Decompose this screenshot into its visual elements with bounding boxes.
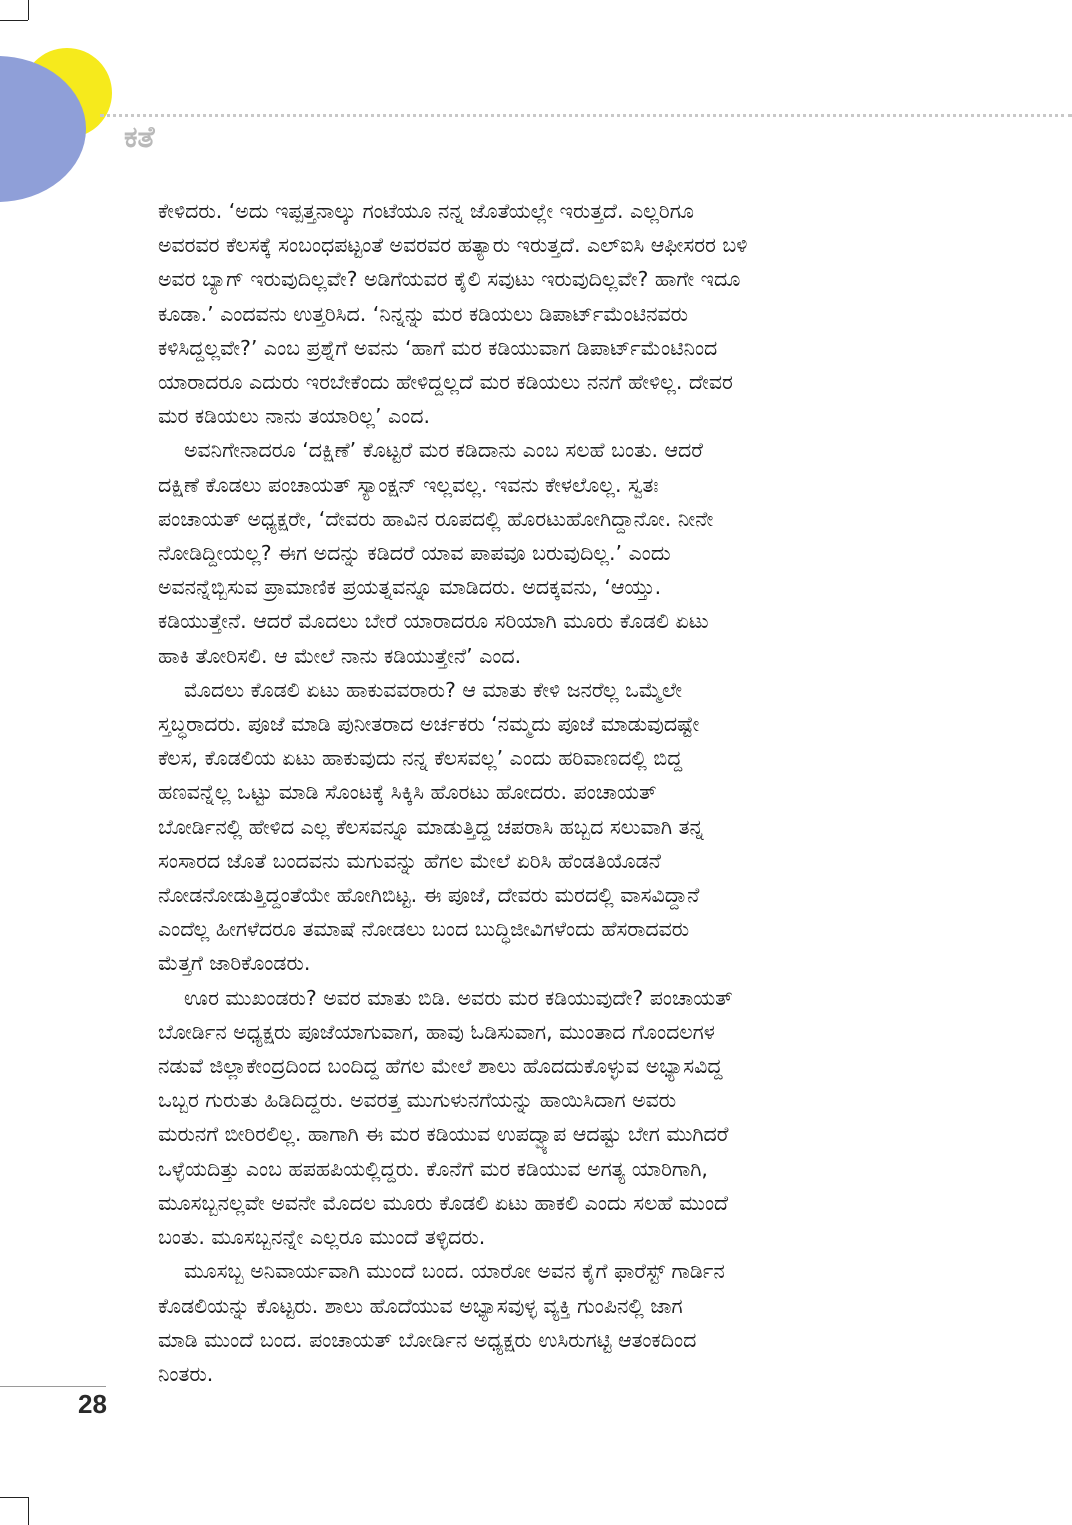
text-line: ಸಂಸಾರದ ಜೊತೆ ಬಂದವನು ಮಗುವನ್ನು ಹೆಗಲ ಮೇಲೆ ಏರಿಸಿ ಹೆಂಡತಿಯೊಡನೆ [158, 848, 661, 873]
text-line: ಎಂದೆಲ್ಲ ಹೀಗಳೆದರೂ ತಮಾಷೆ ನೋಡಲು ಬಂದ ಬುದ್ಧಿಜೀವಿಗಳೆಂದು ಹೆಸರಾದವರು [158, 917, 690, 942]
page-number: 28 [78, 1389, 107, 1419]
header-dotted-rule [100, 114, 1072, 117]
text-line: ಅವರ ಬ್ಯಾಗ್ ಇರುವುದಿಲ್ಲವೇ? ಅಡಿಗೆಯವರ ಕೈಲಿ ಸವುಟು ಇರುವುದಿಲ್ಲವೇ? ಹಾಗೇ ಇದೂ [158, 267, 741, 292]
text-line: ಯಾರಾದರೂ ಎದುರು ಇರಬೇಕೆಂದು ಹೇಳಿದ್ದಲ್ಲದೆ ಮರ ಕಡಿಯಲು ನನಗೆ ಹೇಳಿಲ್ಲ. ದೇವರ [158, 370, 733, 395]
story-body-text [158, 194, 910, 1391]
text-line: ನಿಂತರು. [158, 1361, 214, 1386]
text-line: ಹಾಕಿ ತೋರಿಸಲಿ. ಆ ಮೇಲೆ ನಾನು ಕಡಿಯುತ್ತೇನೆ’ ಎಂದ. [158, 643, 522, 668]
text-line: ಮೂಸಬ್ಬನಲ್ಲವೇ ಅವನೇ ಮೊದಲ ಮೂರು ಕೊಡಲಿ ಏಟು ಹಾಕಲಿ ಎಂದು ಸಲಹೆ ಮುಂದೆ [158, 1190, 729, 1215]
paragraph-first-line: ಮೊದಲು ಕೊಡಲಿ ಏಟು ಹಾಕುವವರಾರು? ಆ ಮಾತು ಕೇಳಿ ಜನರೆಲ್ಲ ಒಮ್ಮೆಲೇ [184, 677, 682, 702]
crop-mark-bottom-vertical [28, 1497, 29, 1525]
footer-rule [0, 1386, 106, 1387]
text-line: ನೋಡನೋಡುತ್ತಿದ್ದಂತೆಯೇ ಹೋಗಿಬಿಟ್ಟ. ಈ ಪೂಜೆ, ದೇವರು ಮರದಲ್ಲಿ ವಾಸವಿದ್ದಾನೆ [158, 883, 700, 908]
text-line: ಕೆಲಸ, ಕೊಡಲಿಯ ಏಟು ಹಾಕುವುದು ನನ್ನ ಕೆಲಸವಲ್ಲ’ ಎಂದು ಹರಿವಾಣದಲ್ಲಿ ಬಿದ್ದ [158, 746, 683, 771]
paragraph-first-line: ಊರ ಮುಖಂಡರು? ಅವರ ಮಾತು ಬಿಡಿ. ಅವರು ಮರ ಕಡಿಯುವುದೇ? ಪಂಚಾಯತ್ [184, 985, 733, 1010]
text-line: ಬೋರ್ಡಿನ ಅಧ್ಯಕ್ಷರು ಪೂಜೆಯಾಗುವಾಗ, ಹಾವು ಓಡಿಸುವಾಗ, ಮುಂತಾದ ಗೊಂದಲಗಳ [158, 1019, 715, 1044]
text-line: ಮೆತ್ತಗೆ ಜಾರಿಕೊಂಡರು. [158, 951, 311, 976]
paragraph-first-line: ಅವನಿಗೇನಾದರೂ ‘ದಕ್ಷಿಣೆ’ ಕೊಟ್ಟರೆ ಮರ ಕಡಿದಾನು ಎಂಬ ಸಲಹೆ ಬಂತು. ಆದರೆ [184, 438, 703, 463]
text-line: ಕೂಡಾ.’ ಎಂದವನು ಉತ್ತರಿಸಿದ. ‘ನಿನ್ನನ್ನು ಮರ ಕಡಿಯಲು ಡಿಪಾರ್ಟ್‌ಮೆಂಟಿನವರು [158, 301, 689, 326]
paragraph-first-line: ಮೂಸಬ್ಬ ಅನಿವಾರ್ಯವಾಗಿ ಮುಂದೆ ಬಂದ. ಯಾರೋ ಅವನ ಕೈಗೆ ಫಾರೆಸ್ಟ್ ಗಾರ್ಡಿನ [184, 1259, 725, 1284]
text-line: ಮಾಡಿ ಮುಂದೆ ಬಂದ. ಪಂಚಾಯತ್ ಬೋರ್ಡಿನ ಅಧ್ಯಕ್ಷರು ಉಸಿರುಗಟ್ಟಿ ಆತಂಕದಿಂದ [158, 1327, 697, 1352]
section-label: ಕತೆ [124, 120, 155, 155]
text-line: ಮರ ಕಡಿಯಲು ನಾನು ತಯಾರಿಲ್ಲ’ ಎಂದ. [158, 404, 430, 429]
text-line: ಕಳಿಸಿದ್ದಲ್ಲವೇ?’ ಎಂಬ ಪ್ರಶ್ನೆಗೆ ಅವನು ‘ಹಾಗೆ ಮರ ಕಡಿಯುವಾಗ ಡಿಪಾರ್ಟ್‌ಮೆಂಟಿನಿಂದ [158, 335, 718, 360]
text-line: ಹಣವನ್ನೆಲ್ಲ ಒಟ್ಟು ಮಾಡಿ ಸೊಂಟಕ್ಕೆ ಸಿಕ್ಕಿಸಿ ಹೊರಟು ಹೋದರು. ಪಂಚಾಯತ್ [158, 780, 657, 805]
text-line: ಬಂತು. ಮೂಸಬ್ಬನನ್ನೇ ಎಲ್ಲರೂ ಮುಂದೆ ತಳ್ಳಿದರು. [158, 1225, 486, 1250]
text-line: ಕೊಡಲಿಯನ್ನು ಕೊಟ್ಟರು. ಶಾಲು ಹೊದೆಯುವ ಅಭ್ಯಾಸವುಳ್ಳ ವ್ಯಕ್ತಿ ಗುಂಪಿನಲ್ಲಿ ಜಾಗ [158, 1293, 683, 1318]
text-line: ದಕ್ಷಿಣೆ ಕೊಡಲು ಪಂಚಾಯತ್ ಸ್ಯಾಂಕ್ಷನ್ ಇಲ್ಲವಲ್ಲ. ಇವನು ಕೇಳಲೊಲ್ಲ. ಸ್ವತಃ [158, 472, 659, 497]
text-line: ಕೇಳಿದರು. ‘ಅದು ಇಪ್ಪತ್ತನಾಲ್ಕು ಗಂಟೆಯೂ ನನ್ನ ಜೊತೆಯಲ್ಲೇ ಇರುತ್ತದೆ. ಎಲ್ಲರಿಗೂ [158, 199, 694, 223]
text-line: ಅವನನ್ನೆಬ್ಬಿಸುವ ಪ್ರಾಮಾಣಿಕ ಪ್ರಯತ್ನವನ್ನೂ ಮಾಡಿದರು. ಅದಕ್ಕವನು, ‘ಆಯ್ತು. [158, 575, 662, 600]
text-line: ಬೋರ್ಡಿನಲ್ಲಿ ಹೇಳಿದ ಎಲ್ಲ ಕೆಲಸವನ್ನೂ ಮಾಡುತ್ತಿದ್ದ ಚಪರಾಸಿ ಹಬ್ಬದ ಸಲುವಾಗಿ ತನ್ನ [158, 814, 704, 839]
text-line: ನಡುವೆ ಜಿಲ್ಲಾಕೇಂದ್ರದಿಂದ ಬಂದಿದ್ದ ಹೆಗಲ ಮೇಲೆ ಶಾಲು ಹೊದದುಕೊಳ್ಳುವ ಅಭ್ಯಾಸವಿದ್ದ [158, 1054, 723, 1079]
text-line: ಒಬ್ಬರ ಗುರುತು ಹಿಡಿದಿದ್ದರು. ಅವರತ್ತ ಮುಗುಳುನಗೆಯನ್ನು ಹಾಯಿಸಿದಾಗ ಅವರು [158, 1088, 677, 1113]
crop-mark-top-vertical [28, 0, 29, 20]
text-line: ಅವರವರ ಕೆಲಸಕ್ಕೆ ಸಂಬಂಧಪಟ್ಟಂತೆ ಅವರವರ ಹತ್ಯಾರು ಇರುತ್ತದೆ. ಎಲ್ಐಸಿ ಆಫೀಸರರ ಬಳಿ [158, 233, 748, 258]
text-line: ಕಡಿಯುತ್ತೇನೆ. ಆದರೆ ಮೊದಲು ಬೇರೆ ಯಾರಾದರೂ ಸರಿಯಾಗಿ ಮೂರು ಕೊಡಲಿ ಏಟು [158, 609, 709, 634]
text-line: ನೋಡಿದ್ದೀಯಲ್ಲ? ಈಗ ಅದನ್ನು ಕಡಿದರೆ ಯಾವ ಪಾಪವೂ ಬರುವುದಿಲ್ಲ.’ ಎಂದು [158, 541, 671, 566]
crop-mark-top-horizontal [0, 20, 28, 21]
text-line: ಪಂಚಾಯತ್ ಅಧ್ಯಕ್ಷರೇ, ‘ದೇವರು ಹಾವಿನ ರೂಪದಲ್ಲಿ ಹೊರಟುಹೋಗಿದ್ದಾನೋ. ನೀನೇ [158, 506, 714, 531]
text-line: ಮರುನಗೆ ಬೀರಿರಲಿಲ್ಲ. ಹಾಗಾಗಿ ಈ ಮರ ಕಡಿಯುವ ಉಪದ್ವ್ಯಾಪ ಆದಷ್ಟು ಬೇಗ ಮುಗಿದರೆ [158, 1122, 729, 1147]
text-line: ಒಳ್ಳೆಯದಿತ್ತು ಎಂಬ ಹಪಹಪಿಯಲ್ಲಿದ್ದರು. ಕೊನೆಗೆ ಮರ ಕಡಿಯುವ ಅಗತ್ಯ ಯಾರಿಗಾಗಿ, [158, 1156, 708, 1181]
text-line: ಸ್ತಬ್ಧರಾದರು. ಪೂಜೆ ಮಾಡಿ ಪುನೀತರಾದ ಅರ್ಚಕರು ‘ನಮ್ಮದು ಪೂಜೆ ಮಾಡುವುದಷ್ಟೇ [158, 712, 700, 737]
crop-mark-bottom-horizontal [0, 1497, 28, 1498]
